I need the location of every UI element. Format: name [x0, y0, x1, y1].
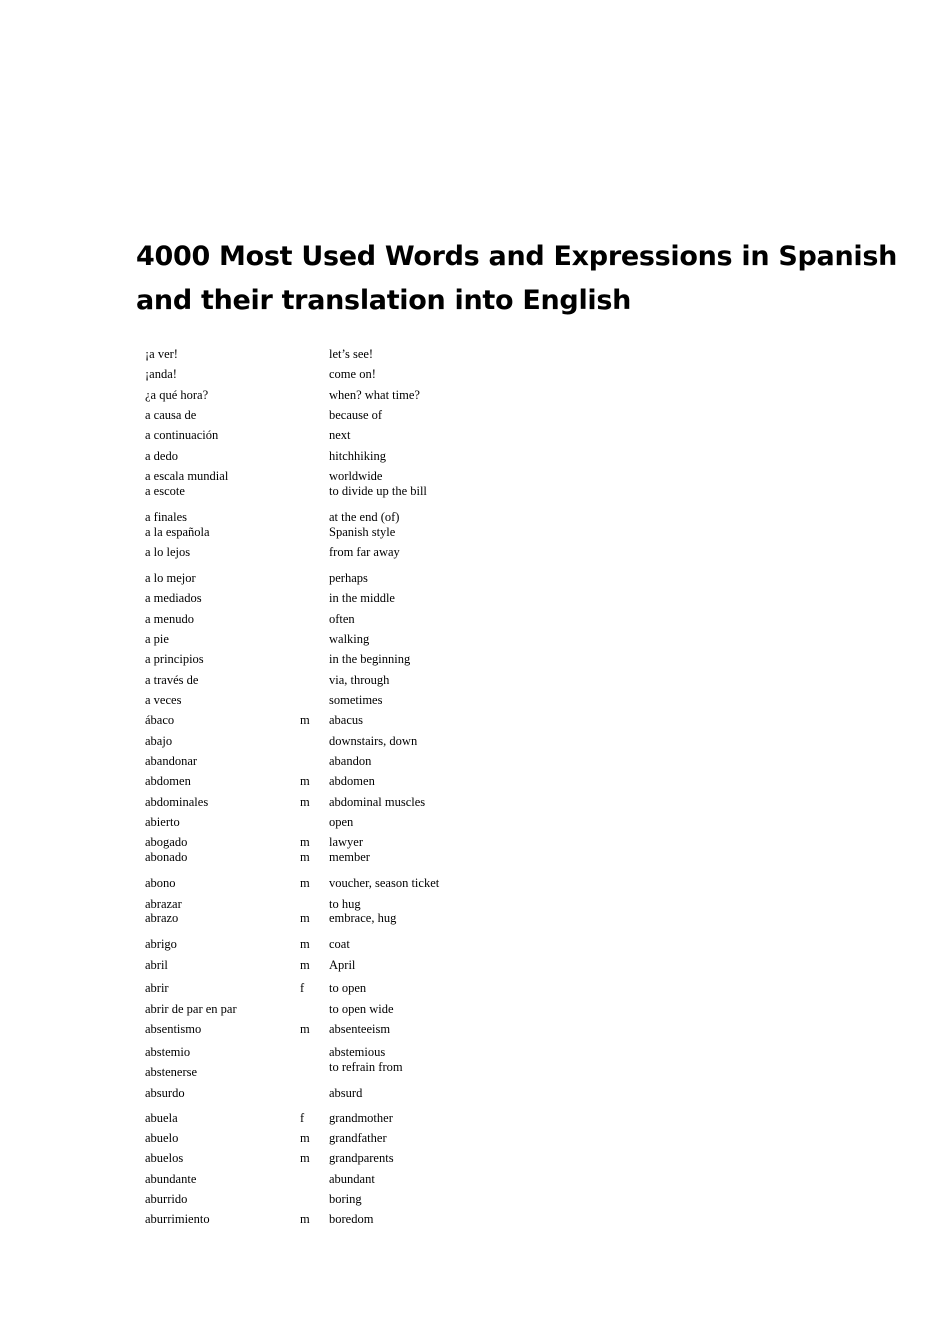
english-translation: to open	[329, 981, 367, 995]
vocab-entry	[0, 1191, 950, 1207]
spanish-term: abierto	[145, 815, 180, 829]
vocab-entry	[0, 753, 950, 769]
spanish-term: abuelos	[145, 1151, 184, 1165]
spanish-term: a mediados	[145, 591, 202, 605]
vocab-entry	[0, 1130, 950, 1146]
vocab-entry	[0, 366, 950, 382]
gender-marker: m	[300, 958, 310, 972]
gender-marker: m	[300, 911, 310, 925]
title-line-1: 4000 Most Used Words and Expressions in Spanish	[136, 241, 898, 272]
english-translation: perhaps	[329, 571, 368, 585]
spanish-term: aburrido	[145, 1192, 188, 1206]
vocab-entry	[0, 957, 950, 973]
english-translation: often	[329, 612, 355, 626]
english-translation: grandmother	[329, 1111, 393, 1125]
vocab-entry	[0, 980, 950, 996]
gender-marker: m	[300, 713, 310, 727]
spanish-term: abajo	[145, 734, 173, 748]
english-translation: grandfather	[329, 1131, 387, 1145]
spanish-term: absentismo	[145, 1022, 202, 1036]
english-translation: when? what time?	[329, 388, 420, 402]
vocab-entry	[0, 794, 950, 810]
vocab-entry	[0, 346, 950, 362]
gender-marker: m	[300, 835, 310, 849]
vocab-entry	[0, 483, 950, 499]
vocab-entry	[0, 733, 950, 749]
english-translation: boredom	[329, 1212, 374, 1226]
vocab-entry	[0, 631, 950, 647]
gender-marker: m	[300, 937, 310, 951]
gender-marker: m	[300, 1212, 310, 1226]
spanish-term: abonado	[145, 850, 188, 864]
vocab-entry	[0, 570, 950, 586]
english-translation: abundant	[329, 1172, 375, 1186]
spanish-term: abrir	[145, 981, 169, 995]
spanish-term: a escote	[145, 484, 185, 498]
spanish-term: abrigo	[145, 937, 177, 951]
spanish-term: ¡anda!	[145, 367, 177, 381]
gender-marker: m	[300, 850, 310, 864]
spanish-term: abrazo	[145, 911, 179, 925]
gender-marker: m	[300, 795, 310, 809]
title-line-2: and their translation into English	[136, 285, 632, 316]
vocab-entry	[0, 590, 950, 606]
vocab-entry	[0, 1021, 950, 1037]
english-translation: abacus	[329, 713, 364, 727]
vocab-entry	[0, 1150, 950, 1166]
gender-marker: f	[300, 1111, 305, 1125]
english-translation: sometimes	[329, 693, 383, 707]
vocab-entry	[0, 773, 950, 789]
gender-marker: m	[300, 876, 310, 890]
english-translation: coat	[329, 937, 350, 951]
vocab-entry	[0, 849, 950, 865]
vocab-entry	[0, 875, 950, 891]
english-translation: to open wide	[329, 1002, 394, 1016]
gender-marker: f	[300, 981, 305, 995]
english-translation: voucher, season ticket	[329, 876, 440, 890]
gender-marker: m	[300, 1022, 310, 1036]
vocab-entry	[0, 448, 950, 464]
vocab-entry	[0, 509, 950, 525]
spanish-term: a lo lejos	[145, 545, 191, 559]
vocab-entry	[0, 468, 950, 484]
spanish-term: a principios	[145, 652, 204, 666]
english-translation: abdominal muscles	[329, 795, 426, 809]
english-translation: at the end (of)	[329, 510, 400, 524]
english-translation: lawyer	[329, 835, 364, 849]
spanish-term: a través de	[145, 673, 199, 687]
spanish-term: abandonar	[145, 754, 198, 768]
english-translation: because of	[329, 408, 383, 422]
spanish-term: abuela	[145, 1111, 178, 1125]
english-translation: absenteeism	[329, 1022, 391, 1036]
vocab-entry	[0, 712, 950, 728]
spanish-term: a lo mejor	[145, 571, 196, 585]
vocab-entry	[0, 1059, 950, 1075]
vocab-entry	[0, 544, 950, 560]
english-translation: to refrain from	[329, 1060, 403, 1074]
english-translation: abandon	[329, 754, 372, 768]
english-translation: via, through	[329, 673, 390, 687]
vocab-entry	[0, 651, 950, 667]
english-translation: April	[329, 958, 356, 972]
vocab-entry	[0, 427, 950, 443]
english-translation: to hug	[329, 897, 361, 911]
english-translation: let’s see!	[329, 347, 374, 361]
gender-marker: m	[300, 1131, 310, 1145]
spanish-term: a la española	[145, 525, 210, 539]
english-translation: in the beginning	[329, 652, 411, 666]
vocab-entry	[0, 1110, 950, 1126]
vocab-entry	[0, 692, 950, 708]
english-translation: open	[329, 815, 354, 829]
vocab-entry	[0, 834, 950, 850]
spanish-term: a continuación	[145, 428, 219, 442]
vocab-entry	[0, 1085, 950, 1101]
spanish-term: absurdo	[145, 1086, 185, 1100]
english-translation: from far away	[329, 545, 400, 559]
gender-marker: m	[300, 774, 310, 788]
english-translation: abdomen	[329, 774, 375, 788]
english-translation: walking	[329, 632, 370, 646]
spanish-term: abrazar	[145, 897, 182, 911]
spanish-term: abril	[145, 958, 168, 972]
spanish-term: ¿a qué hora?	[145, 388, 209, 402]
vocab-entry	[0, 387, 950, 403]
english-translation: grandparents	[329, 1151, 394, 1165]
english-translation: worldwide	[329, 469, 383, 483]
gender-marker: m	[300, 1151, 310, 1165]
spanish-term: a veces	[145, 693, 182, 707]
vocab-entry	[0, 1044, 950, 1060]
english-translation: hitchhiking	[329, 449, 386, 463]
spanish-term: abundante	[145, 1172, 197, 1186]
english-translation: come on!	[329, 367, 376, 381]
spanish-term: a causa de	[145, 408, 197, 422]
spanish-term: abstemio	[145, 1045, 191, 1059]
spanish-term: a pie	[145, 632, 169, 646]
english-translation: Spanish style	[329, 525, 396, 539]
english-translation: absurd	[329, 1086, 363, 1100]
spanish-term: abuelo	[145, 1131, 179, 1145]
english-translation: boring	[329, 1192, 362, 1206]
english-translation: to divide up the bill	[329, 484, 427, 498]
spanish-term: ¡a ver!	[145, 347, 178, 361]
spanish-term: a dedo	[145, 449, 178, 463]
spanish-term: a escala mundial	[145, 469, 229, 483]
english-translation: in the middle	[329, 591, 395, 605]
spanish-term: abrir de par en par	[145, 1002, 237, 1016]
vocab-entry	[0, 814, 950, 830]
vocab-entry	[0, 936, 950, 952]
vocab-entry	[0, 407, 950, 423]
spanish-term: abstenerse	[145, 1065, 198, 1079]
spanish-term: abogado	[145, 835, 188, 849]
vocab-entry	[0, 611, 950, 627]
vocab-entry	[0, 910, 950, 926]
spanish-term: ábaco	[145, 713, 175, 727]
spanish-term: aburrimiento	[145, 1212, 210, 1226]
vocab-entry	[0, 1171, 950, 1187]
english-translation: next	[329, 428, 351, 442]
english-translation: downstairs, down	[329, 734, 418, 748]
vocab-entry	[0, 1211, 950, 1227]
spanish-term: abdomen	[145, 774, 191, 788]
vocab-entry	[0, 672, 950, 688]
spanish-term: abono	[145, 876, 176, 890]
english-translation: embrace, hug	[329, 911, 397, 925]
english-translation: abstemious	[329, 1045, 386, 1059]
spanish-term: a menudo	[145, 612, 194, 626]
vocab-entry	[0, 524, 950, 540]
english-translation: member	[329, 850, 370, 864]
spanish-term: abdominales	[145, 795, 209, 809]
spanish-term: a finales	[145, 510, 187, 524]
vocab-entry	[0, 1001, 950, 1017]
